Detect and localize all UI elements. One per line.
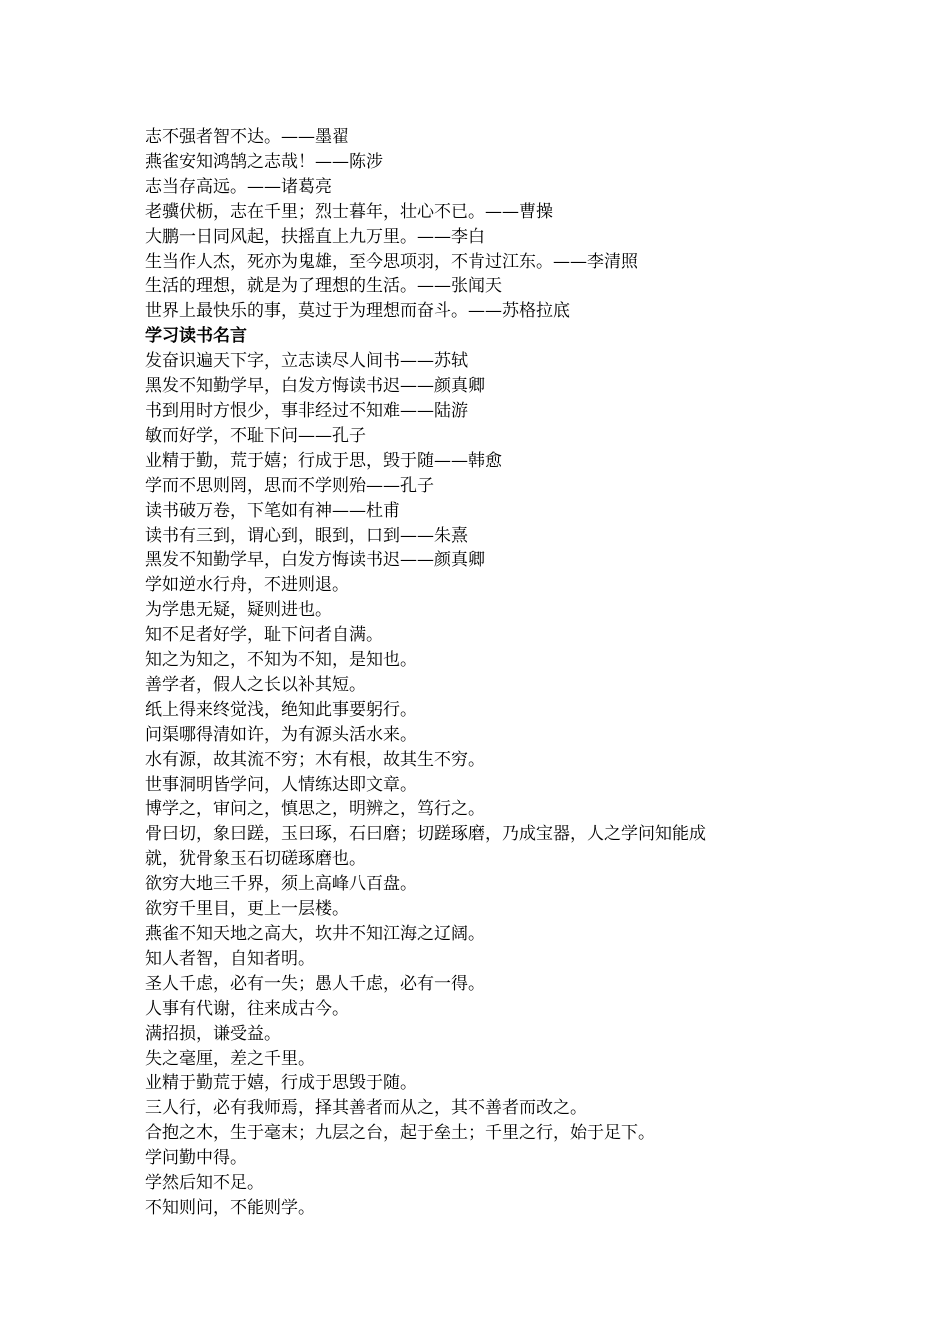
quote-line: 大鹏一日同风起，扶摇直上九万里。——李白 [145,226,485,247]
quote-line: 业精于勤，荒于嬉；行成于思，毁于随——韩愈 [145,450,502,471]
quote-line: 生活的理想，就是为了理想的生活。——张闻天 [145,276,502,297]
quote-line: 学而不思则罔，思而不学则殆——孔子 [145,475,434,496]
quote-line: 知人者智，自知者明。 [145,948,315,969]
quote-line: 生当作人杰，死亦为鬼雄，至今思项羽，不肯过江东。——李清照 [145,251,638,272]
quote-line: 世界上最快乐的事，莫过于为理想而奋斗。——苏格拉底 [145,301,570,322]
quote-line: 善学者，假人之长以补其短。 [145,674,366,695]
quote-line: 书到用时方恨少，事非经过不知难——陆游 [145,400,468,421]
section-heading: 学习读书名言 [145,326,247,347]
document-body [145,125,845,1221]
quote-line: 不知则问，不能则学。 [145,1197,315,1218]
quote-line: 世事洞明皆学问，人情练达即文章。 [145,774,417,795]
quote-line: 人事有代谢，往来成古今。 [145,998,349,1019]
quote-line: 为学患无疑，疑则进也。 [145,600,332,621]
quote-line: 敏而好学，不耻下问——孔子 [145,425,366,446]
aspiration-quotes-section [145,125,845,324]
quote-line: 学然后知不足。 [145,1173,264,1194]
quote-line: 博学之，审问之，慎思之，明辨之，笃行之。 [145,799,485,820]
quote-line: 失之毫厘，差之千里。 [145,1048,315,1069]
quote-line: 欲穷大地三千界，须上高峰八百盘。 [145,874,417,895]
quote-line: 燕雀安知鸿鹄之志哉！——陈涉 [145,151,383,172]
quote-line: 志不强者智不达。——墨翟 [145,127,349,147]
quote-line: 读书破万卷，下笔如有神——杜甫 [145,500,400,521]
quote-line: 学如逆水行舟，不进则退。 [145,575,349,596]
quote-line: 纸上得来终觉浅，绝知此事要躬行。 [145,699,417,720]
quote-line: 合抱之木，生于毫末；九层之台，起于垒土；千里之行，始于足下。 [145,1123,655,1144]
quote-line: 就，犹骨象玉石切磋琢磨也。 [145,849,366,870]
quote-line: 欲穷千里目，更上一层楼。 [145,899,349,920]
quote-line: 知之为知之，不知为不知，是知也。 [145,650,417,671]
quote-line: 志当存高远。——诸葛亮 [145,176,332,197]
quote-line: 三人行，必有我师焉，择其善者而从之，其不善者而改之。 [145,1098,587,1119]
quote-line: 老骥伏枥，志在千里；烈士暮年，壮心不已。——曹操 [145,201,553,222]
quote-line: 燕雀不知天地之高大，坎井不知江海之辽阔。 [145,924,485,944]
quote-line: 问渠哪得清如许，为有源头活水来。 [145,724,417,745]
quote-line: 黑发不知勤学早，白发方悔读书迟——颜真卿 [145,376,485,397]
quote-line: 满招损，谦受益。 [145,1023,281,1044]
quote-line: 学问勤中得。 [145,1148,247,1169]
quote-line: 骨曰切，象曰蹉，玉曰琢，石曰磨；切蹉琢磨，乃成宝器，人之学问知能成 [145,824,706,845]
quote-line: 读书有三到，谓心到，眼到，口到——朱熹 [145,525,468,546]
study-quotes-section [145,324,845,1221]
quote-line: 黑发不知勤学早，白发方悔读书迟——颜真卿 [145,550,485,571]
quote-line: 圣人千虑，必有一失；愚人千虑，必有一得。 [145,973,485,994]
quote-line: 知不足者好学，耻下问者自满。 [145,625,383,646]
quote-line: 水有源，故其流不穷；木有根，故其生不穷。 [145,749,485,770]
quote-line: 业精于勤荒于嬉，行成于思毁于随。 [145,1073,417,1094]
quote-line: 发奋识遍天下字，立志读尽人间书——苏轼 [145,351,468,372]
